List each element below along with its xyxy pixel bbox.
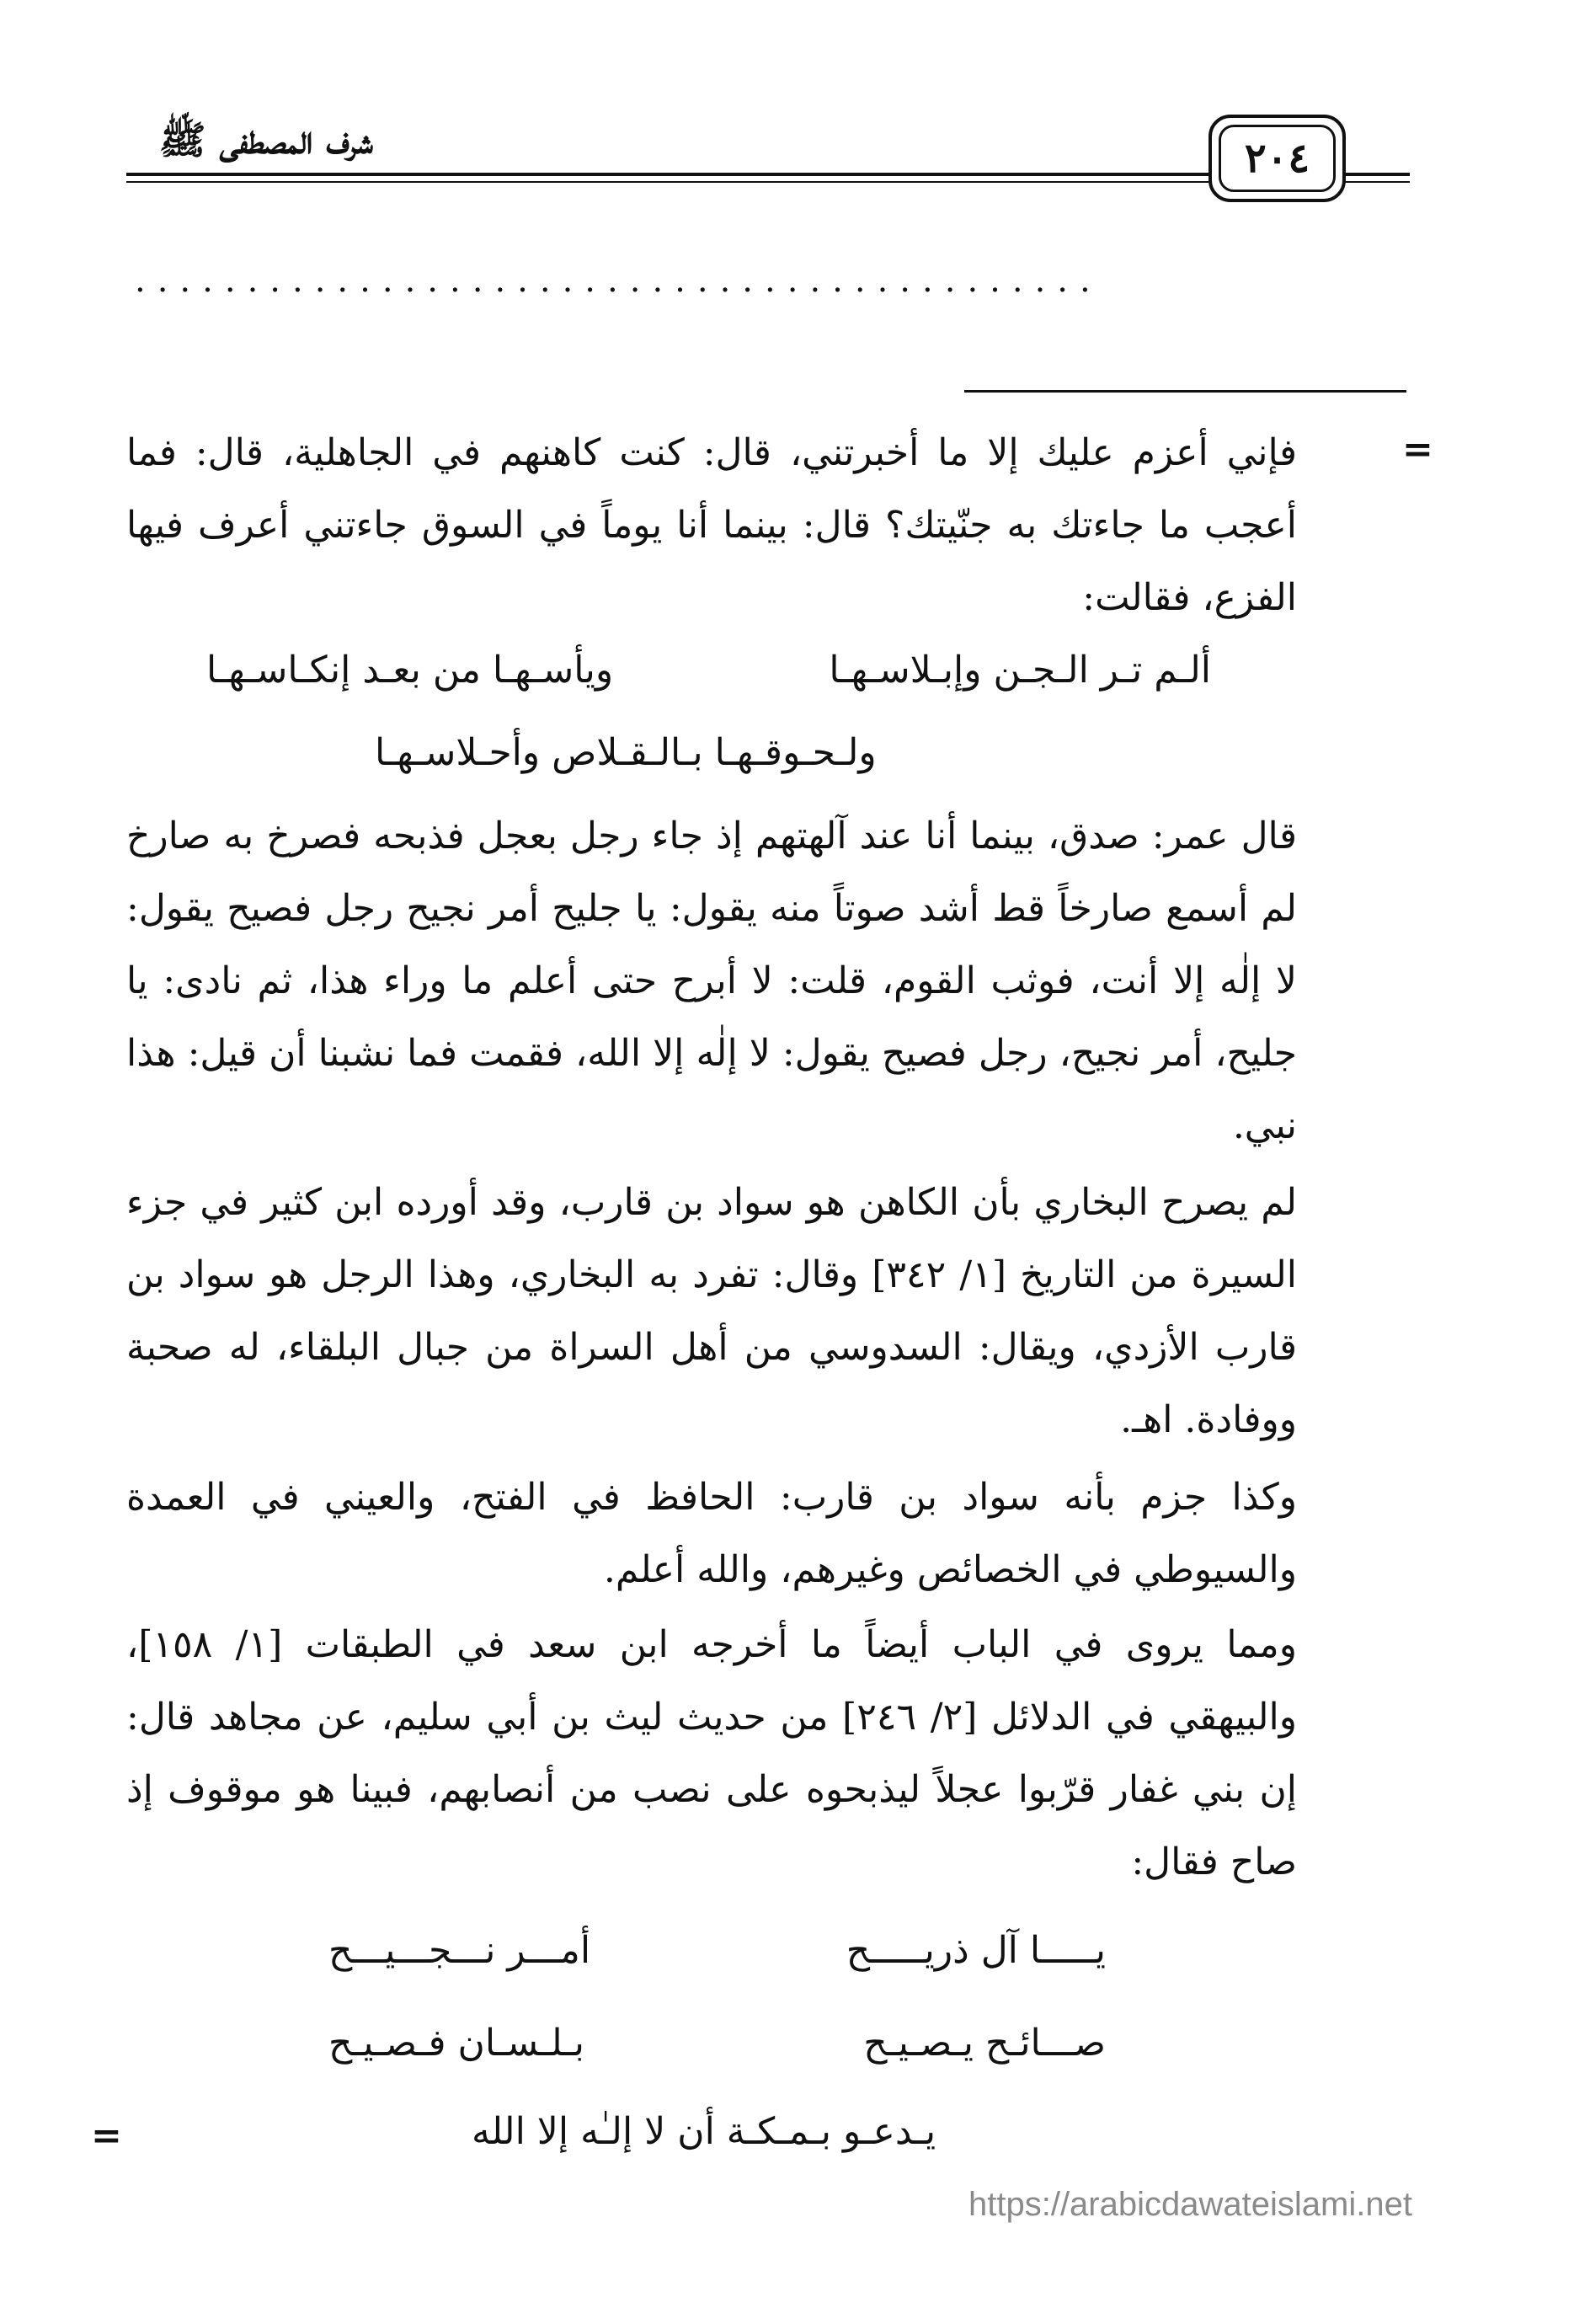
- paragraph-4: وكذا جزم بأنه سواد بن قارب: الحافظ في الفتح، والعيني في العمدة والسيوطي في الخصائص وغيرهم، والله أعلم.: [126, 1476, 1297, 1591]
- poem1-line1-right: ألـم تـر الـجـن وإبـلاسـهـا: [829, 649, 1211, 692]
- footnote-rule: [964, 390, 1406, 393]
- poem2-line2-right: صـــائـح يـصـيـح: [863, 2022, 1106, 2065]
- poem1-line2: ولـحـوقـهـا بـالـقـلاص وأحـلاسـهـا: [375, 731, 877, 774]
- header-rule-left: [126, 173, 1209, 176]
- paragraph-2: قال عمر: صدق، بينما أنا عند آلهتهم إذ جاء رجل بعجل فذبحه فصرخ به صارخ لم أسمع صارخاً قط أشد صوتاً منه يقول: يا جليح أمر نجيح رجل فصيح يقول: لا إلٰه إلا أنت، فوثب القوم، قلت: لا أبرح حتى أعلم ما وراء هذا، ثم نادى: يا جليح، أمر نجيح، رجل فصيح يقول: لا إلٰه إلا الله، فقمت فما نشبنا أن قيل: هذا نبي.: [126, 815, 1297, 1147]
- header-rule-right-thin: [1342, 181, 1410, 183]
- watermark-url: https://arabicdawateislami.net: [968, 2186, 1412, 2223]
- continuation-mark-bottom: =: [91, 2114, 122, 2157]
- header-rule-left-thin: [126, 181, 1209, 183]
- poem2-line2-left: بـلـسـان فـصـيـح: [328, 2022, 584, 2065]
- paragraph-5: ومما يروى في الباب أيضاً ما أخرجه ابن سعد في الطبقات [١/ ١٥٨]، والبيهقي في الدلائل [٢/ ٢٤٦] من حديث ليث بن أبي سليم، عن مجاهد قال: إن بني غفار قرّبوا عجلاً ليذبحوه على نصب من أنصابهم، فبينا هو موقوف إذ صاح فقال:: [126, 1623, 1297, 1883]
- dotted-separator: ...........................................: [135, 268, 1102, 293]
- paragraph-1: فإني أعزم عليك إلا ما أخبرتني، قال: كنت كاهنهم في الجاهلية، قال: فما أعجب ما جاءتك به جنّيتك؟ قال: بينما أنا يوماً في السوق جاءتني أعرف فيها الفزع، فقالت:: [126, 431, 1297, 619]
- page-number-frame: [1209, 115, 1346, 202]
- poem1-line1-left: ويأسـهـا من بعـد إنكـاسـهـا: [206, 649, 614, 692]
- poem2-line1-left: أمـــر نـــجـــيـــح: [328, 1929, 591, 1972]
- continuation-mark-top: =: [1402, 428, 1433, 471]
- book-title: شرف المصطفى ﷺ: [158, 117, 373, 163]
- page-number: ٢٠٤: [1219, 125, 1336, 192]
- paragraph-3: لم يصرح البخاري بأن الكاهن هو سواد بن قارب، وقد أورده ابن كثير في جزء السيرة من التاريخ [١/ ٣٤٢] وقال: تفرد به البخاري، وهذا الرجل هو سواد بن قارب الأزدي، ويقال: السدوسي من أهل السراة من جبال البلقاء، له صحبة ووفادة. اهـ.: [126, 1181, 1298, 1441]
- header-rule-right: [1342, 173, 1410, 176]
- poem2-line1-right: يـــــا آل ذريـــــح: [846, 1929, 1106, 1972]
- poem2-line3: يـدعـو بـمـكـة أن لا إلـٰه إلا الله: [472, 2110, 936, 2153]
